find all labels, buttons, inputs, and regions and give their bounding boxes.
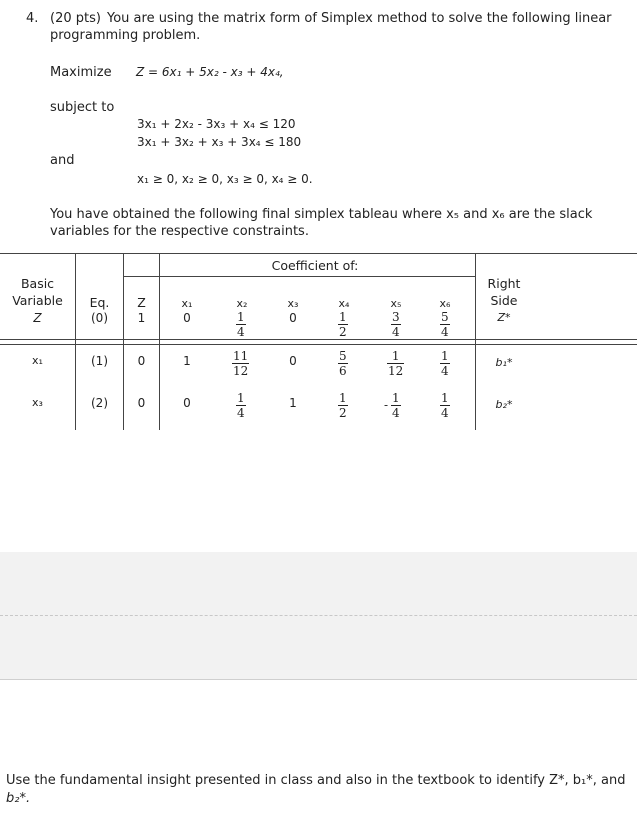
- x2-header: x₂: [236, 297, 248, 310]
- x4-coefficient-fraction: [338, 311, 348, 338]
- intro-line-2: variables for the respective constraints.: [50, 224, 309, 239]
- z-coefficient: 0: [137, 396, 146, 410]
- x1-header: x₁: [181, 297, 193, 310]
- and-label: and: [50, 153, 75, 168]
- x4-coefficient-fraction: [338, 350, 348, 377]
- basic-header: Basic: [20, 276, 55, 291]
- right-header: Right: [487, 276, 521, 291]
- basic-variable: x₃: [32, 396, 43, 409]
- instruction-line-1: Use the fundamental insight presented in class and also in the textbook to identify Z*, b₁*, and: [6, 773, 626, 788]
- intro-line-1: You have obtained the following final simplex tableau where x₅ and x₆ are the slack: [50, 207, 593, 222]
- dashed-divider: [0, 615, 637, 616]
- equation-number: (1): [91, 354, 108, 368]
- question-text: You are using the matrix form of Simplex method to solve the following linear: [107, 11, 612, 26]
- variable-header: Variable: [12, 293, 63, 308]
- x2-coefficient-fraction: [236, 392, 246, 419]
- denominator: 4: [237, 325, 245, 339]
- denominator: 2: [339, 406, 347, 420]
- right-side-value: b₂*: [495, 398, 513, 411]
- constraint-1: 3x₁ + 2x₂ - 3x₃ + x₄ ≤ 120: [137, 117, 296, 131]
- x2-coefficient-fraction: [236, 311, 246, 338]
- x1-coefficient: 1: [183, 354, 191, 368]
- equation-number: (0): [91, 311, 108, 325]
- right-side-value: Z*: [497, 311, 511, 324]
- x5-coefficient-fraction: [384, 391, 401, 420]
- x5-header: x₅: [390, 297, 402, 310]
- z-coefficient: 1: [137, 311, 146, 325]
- denominator: 4: [392, 325, 400, 339]
- denominator: 4: [237, 406, 245, 420]
- instruction-line-2: b₂*.: [6, 791, 31, 806]
- objective-function: Z = 6x₁ + 5x₂ - x₃ + 4x₄,: [136, 65, 284, 79]
- maximize-label: Maximize: [50, 65, 112, 80]
- constraint-2: 3x₁ + 3x₂ + x₃ + 3x₄ ≤ 180: [137, 135, 302, 149]
- numerator: 1: [339, 391, 347, 405]
- x2-coefficient-fraction: [232, 350, 249, 377]
- x5-coefficient-fraction: [387, 350, 404, 377]
- numerator: 1: [237, 310, 245, 324]
- numerator: 1: [237, 391, 245, 405]
- denominator: 12: [388, 364, 404, 378]
- x6-coefficient-fraction: [440, 392, 450, 419]
- question-points: (20 pts): [50, 11, 101, 26]
- z-coefficient: 0: [137, 354, 146, 368]
- x6-coefficient-fraction: [440, 350, 450, 377]
- numerator: 1: [441, 391, 449, 405]
- denominator: 4: [392, 406, 400, 420]
- subject-to-label: subject to: [50, 100, 115, 115]
- nonnegativity-constraints: x₁ ≥ 0, x₂ ≥ 0, x₃ ≥ 0, x₄ ≥ 0.: [137, 172, 313, 186]
- numerator: 5: [441, 310, 449, 324]
- denominator: 4: [441, 364, 449, 378]
- numerator: 1: [391, 349, 400, 363]
- x1-coefficient: 0: [183, 396, 191, 410]
- side-header: Side: [490, 293, 518, 308]
- eq-header: Eq.: [89, 295, 110, 310]
- denominator: 2: [339, 325, 347, 339]
- numerator: 3: [392, 310, 400, 324]
- x3-coefficient: 1: [289, 396, 297, 410]
- x1-coefficient: 0: [183, 311, 191, 325]
- question-number: 4.: [26, 11, 39, 26]
- coefficient-of-header: Coefficient of:: [271, 258, 359, 273]
- denominator: 4: [441, 406, 449, 420]
- x5-coefficient-fraction: [391, 311, 401, 338]
- equation-number: (2): [91, 396, 108, 410]
- negative-sign: -: [384, 398, 389, 412]
- numerator: 1: [441, 349, 449, 363]
- x6-coefficient-fraction: [440, 311, 450, 338]
- denominator: 6: [339, 364, 347, 378]
- basic-variable: Z: [33, 311, 42, 325]
- numerator: 1: [392, 391, 400, 405]
- x4-header: x₄: [338, 297, 350, 310]
- x6-header: x₆: [439, 297, 451, 310]
- denominator: 12: [233, 364, 249, 378]
- denominator: 4: [441, 325, 449, 339]
- x3-coefficient: 0: [289, 311, 297, 325]
- x3-header: x₃: [287, 297, 299, 310]
- question-text-continued: programming problem.: [50, 28, 201, 43]
- section-divider: [0, 679, 637, 680]
- basic-variable: x₁: [32, 354, 43, 367]
- right-side-value: b₁*: [495, 356, 513, 369]
- numerator: 11: [233, 349, 249, 363]
- numerator: 5: [339, 349, 347, 363]
- z-column-header: Z: [137, 295, 146, 310]
- numerator: 1: [339, 310, 347, 324]
- x4-coefficient-fraction: [338, 392, 348, 419]
- x3-coefficient: 0: [289, 354, 297, 368]
